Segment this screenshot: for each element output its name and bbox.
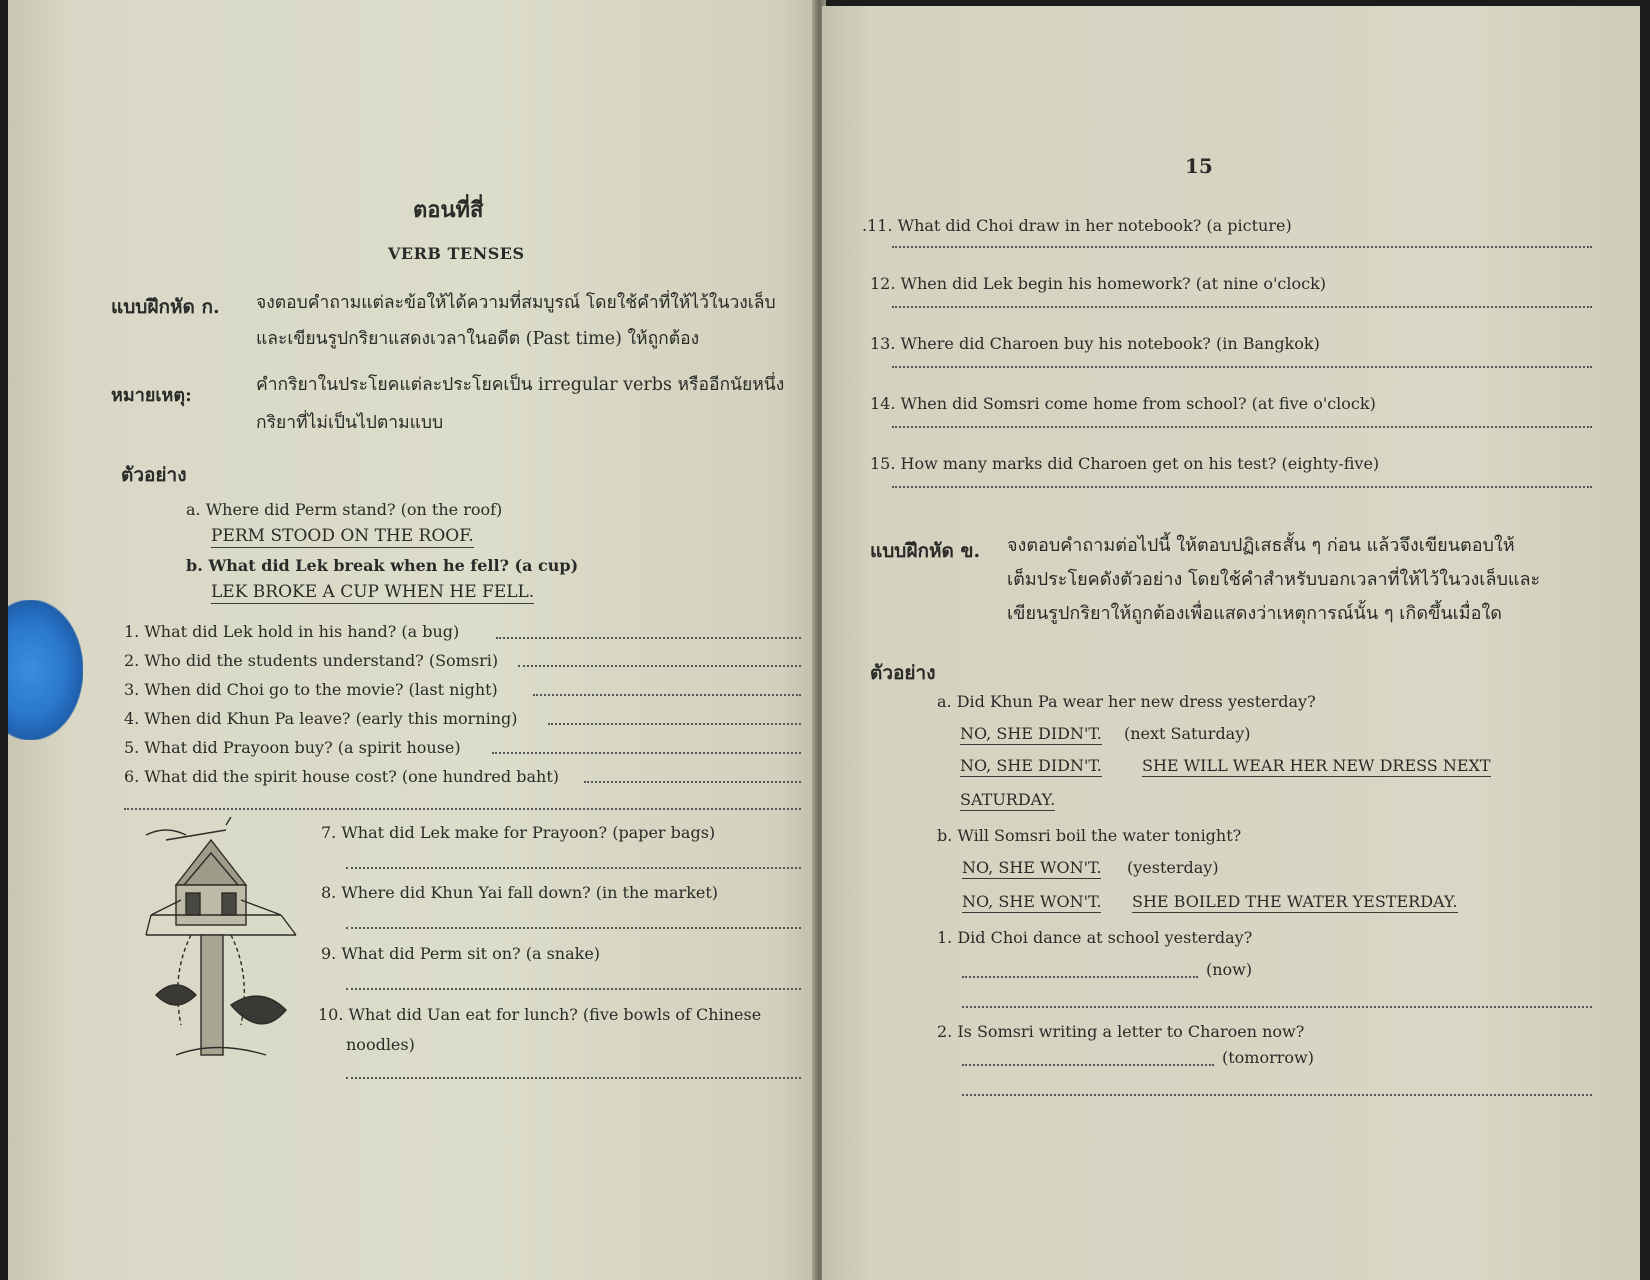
exercise-b-question-2-hint: (tomorrow) xyxy=(1222,1048,1314,1067)
example-label: ตัวอย่าง xyxy=(121,464,187,486)
answer-line-9 xyxy=(346,988,801,990)
question-11: .11. What did Choi draw in her notebook? (a picture) xyxy=(862,216,1292,235)
exercise-b-label: แบบฝึกหัด ข. xyxy=(870,540,981,562)
answer-line-13 xyxy=(892,366,1592,368)
exercise-b-question-1: 1. Did Choi dance at school yesterday? xyxy=(937,928,1253,947)
example-b-label: ตัวอย่าง xyxy=(870,662,936,684)
question-7: 7. What did Lek make for Prayoon? (paper bags) xyxy=(321,823,716,842)
question-15: 15. How many marks did Charoen get on his test? (eighty-five) xyxy=(870,454,1380,473)
ex-b-hint: (yesterday) xyxy=(1127,858,1219,877)
left-page xyxy=(8,0,820,1280)
spirit-house-illustration xyxy=(136,815,306,1085)
answer-line-7 xyxy=(346,867,801,869)
ex-b-full-2: SHE BOILED THE WATER YESTERDAY. xyxy=(1132,892,1458,911)
exercise-b-line-3: เขียนรูปกริยาให้ถูกต้องเพื่อแสดงว่าเหตุการณ์นั้น ๆ เกิดขึ้นเมื่อใด xyxy=(1007,603,1502,624)
ex-a-question: a. Did Khun Pa wear her new dress yesterday? xyxy=(937,692,1316,711)
exercise-instructions-2: และเขียนรูปกริยาแสดงเวลาในอดีต (Past time) ให้ถูกต้อง xyxy=(256,329,700,349)
exercise-b-question-2: 2. Is Somsri writing a letter to Charoen now? xyxy=(937,1022,1305,1041)
answer-line-6b xyxy=(124,808,801,810)
question-12: 12. When did Lek begin his homework? (at nine o'clock) xyxy=(870,274,1327,293)
example-b-answer: LEK BROKE A CUP WHEN HE FELL. xyxy=(211,582,535,602)
question-8: 8. Where did Khun Yai fall down? (in the market) xyxy=(321,883,719,902)
answer-line-b1-short xyxy=(962,976,1198,978)
question-14: 14. When did Somsri come home from school? (at five o'clock) xyxy=(870,394,1376,413)
answer-line-b2-short xyxy=(962,1064,1214,1066)
answer-line-12 xyxy=(892,306,1592,308)
ex-a-full-1: NO, SHE DIDN'T. xyxy=(960,756,1102,775)
section-subtitle: VERB TENSES xyxy=(388,244,525,263)
example-a-question: a. Where did Perm stand? (on the roof) xyxy=(186,500,503,519)
answer-line-3 xyxy=(533,694,801,696)
answer-line-14 xyxy=(892,426,1592,428)
question-10-continued: noodles) xyxy=(346,1035,415,1054)
ex-b-full-1: NO, SHE WON'T. xyxy=(962,892,1102,911)
question-9: 9. What did Perm sit on? (a snake) xyxy=(321,944,601,963)
chapter-title: ตอนที่สี่ xyxy=(413,197,484,223)
example-a-answer: PERM STOOD ON THE ROOF. xyxy=(211,526,474,546)
answer-line-5 xyxy=(492,752,801,754)
example-b-question: b. What did Lek break when he fell? (a cup) xyxy=(186,556,579,575)
answer-line-15 xyxy=(892,486,1592,488)
question-1: 1. What did Lek hold in his hand? (a bug) xyxy=(124,622,460,641)
question-6: 6. What did the spirit house cost? (one hundred baht) xyxy=(124,767,559,786)
answer-line-b1-full xyxy=(962,1006,1592,1008)
answer-line-11 xyxy=(892,246,1592,248)
question-4: 4. When did Khun Pa leave? (early this morning) xyxy=(124,709,518,728)
blue-thread xyxy=(8,600,83,740)
note-line-1: คำกริยาในประโยคแต่ละประโยคเป็น irregular verbs หรืออีกนัยหนึ่ง xyxy=(256,375,785,395)
ex-a-hint: (next Saturday) xyxy=(1124,724,1251,743)
question-13: 13. Where did Charoen buy his notebook? (in Bangkok) xyxy=(870,334,1320,353)
exercise-instructions-1: จงตอบคำถามแต่ละข้อให้ได้ความที่สมบูรณ์ โดยใช้คำที่ให้ไว้ในวงเล็บ xyxy=(256,293,776,313)
question-3: 3. When did Choi go to the movie? (last night) xyxy=(124,680,498,699)
ex-a-full-2: SHE WILL WEAR HER NEW DRESS NEXT xyxy=(1142,756,1491,775)
ex-b-short-answer: NO, SHE WON'T. xyxy=(962,858,1102,877)
note-label: หมายเหตุ: xyxy=(111,385,192,406)
page-number: 15 xyxy=(1185,154,1213,178)
answer-line-6 xyxy=(584,781,801,783)
ex-b-question: b. Will Somsri boil the water tonight? xyxy=(937,826,1242,845)
question-5: 5. What did Prayoon buy? (a spirit house) xyxy=(124,738,461,757)
answer-line-8 xyxy=(346,927,801,929)
answer-line-10 xyxy=(346,1077,801,1079)
exercise-b-line-2: เต็มประโยคดังตัวอย่าง โดยใช้คำสำหรับบอกเวลาที่ให้ไว้ในวงเล็บและ xyxy=(1007,569,1541,590)
answer-line-4 xyxy=(548,723,801,725)
question-10: 10. What did Uan eat for lunch? (five bowls of Chinese xyxy=(318,1005,762,1024)
answer-line-b2-full xyxy=(962,1094,1592,1096)
exercise-b-question-1-hint: (now) xyxy=(1206,960,1253,979)
question-2: 2. Who did the students understand? (Somsri) xyxy=(124,651,499,670)
answer-line-1 xyxy=(496,637,801,639)
exercise-label: แบบฝึกหัด ก. xyxy=(111,296,220,318)
exercise-b-line-1: จงตอบคำถามต่อไปนี้ ให้ตอบปฏิเสธสั้น ๆ ก่อน แล้วจึงเขียนตอบให้ xyxy=(1007,535,1515,556)
ex-a-short-answer: NO, SHE DIDN'T. xyxy=(960,724,1102,743)
right-page xyxy=(822,6,1640,1280)
answer-line-2 xyxy=(518,665,801,667)
note-line-2: กริยาที่ไม่เป็นไปตามแบบ xyxy=(256,413,444,433)
ex-a-full-3: SATURDAY. xyxy=(960,790,1056,809)
